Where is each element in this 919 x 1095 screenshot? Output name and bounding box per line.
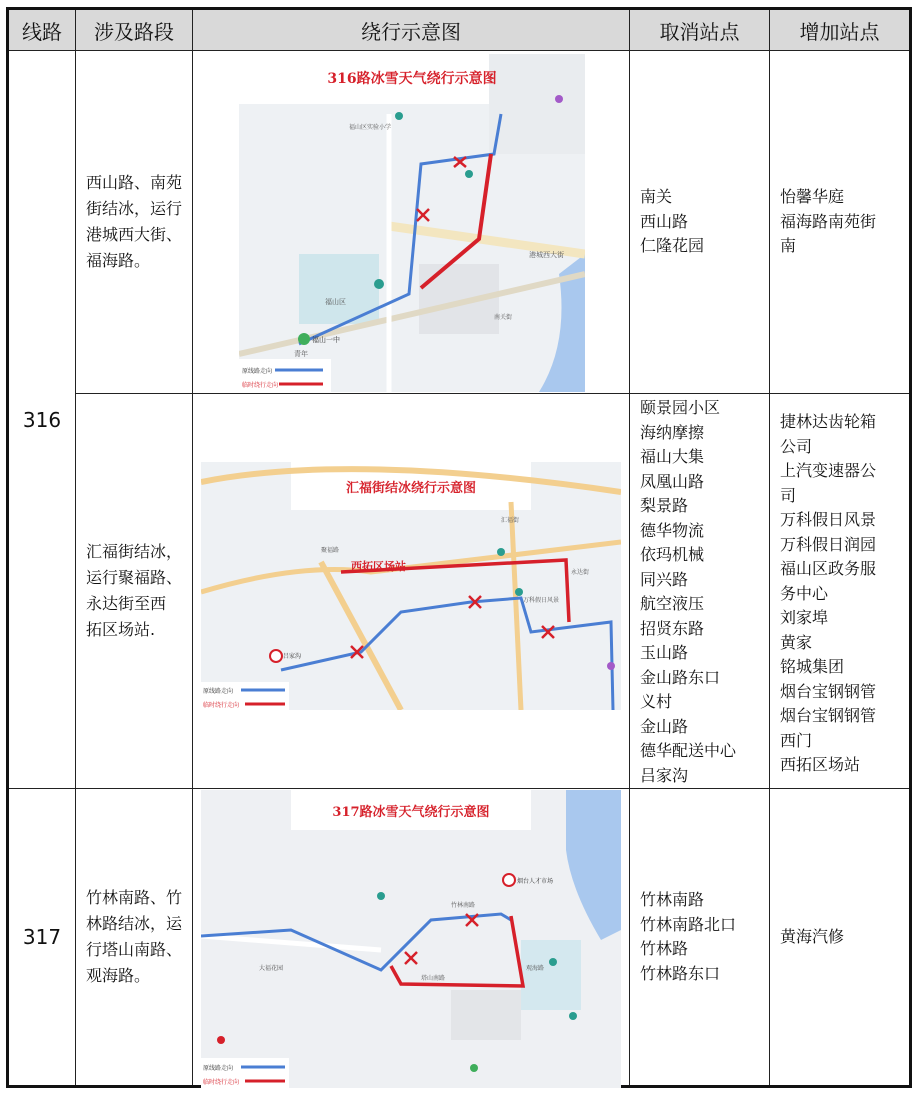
detour-table (6, 7, 912, 1088)
map-label: 大福花园 (259, 965, 284, 972)
cancel-stops-row2 (630, 394, 769, 788)
stop-item: 同兴路 (640, 569, 689, 589)
map-label: 福山区 (325, 298, 346, 306)
segment-line: 街结冰，运行 (86, 199, 183, 218)
map-label: 港城西大街 (529, 251, 564, 259)
stop-item: 竹林路 (640, 939, 689, 958)
stop-item: 竹林南路 (640, 890, 705, 909)
cancel-stops-row1 (630, 51, 769, 393)
map-label: 青年 (294, 350, 308, 358)
stop-item: 仁隆花园 (640, 236, 705, 256)
legend-temp: 临时绕行走向 (203, 702, 240, 709)
stop-item: 梨景路 (640, 496, 689, 515)
map-label: 吕家沟 (283, 653, 302, 660)
stop-item: 金山路东口 (640, 667, 721, 687)
map-label: 福山一中 (312, 336, 340, 344)
map-label: 汇福街 (501, 517, 520, 524)
detour-map-316 (239, 54, 585, 392)
stop-item: 黄家 (780, 632, 813, 652)
map-317-svg (201, 790, 621, 1088)
header-route: 线路 (22, 19, 62, 44)
add-stops-row2 (770, 394, 909, 788)
header-cancel-stops: 取消站点 (659, 19, 740, 44)
stop-item: 凤凰山路 (640, 471, 705, 491)
stop-item: 西山路 (640, 211, 689, 231)
map-label: 聚福路 (321, 547, 340, 554)
stop-item: 万科假日润园 (780, 534, 877, 554)
segment-line: 西山路、南苑 (86, 173, 183, 192)
segment-line: 竹林南路、竹 (86, 888, 183, 907)
stop-item: 德华物流 (640, 520, 705, 540)
stop-item: 金山路 (640, 716, 689, 736)
map-316-svg (239, 54, 585, 392)
stop-item: 司 (780, 485, 797, 505)
stop-item: 南 (780, 236, 797, 256)
stop-item: 西门 (780, 730, 813, 750)
stop-item: 务中心 (780, 583, 829, 603)
legend-temp: 临时绕行走向 (203, 1079, 240, 1086)
stop-item: 福山区政务服 (780, 559, 877, 578)
stop-item: 烟台宝钢钢管 (780, 706, 877, 725)
stop-item: 义村 (640, 692, 673, 711)
legend-original: 原线路走向 (203, 1065, 234, 1072)
legend-original: 原线路走向 (242, 368, 273, 375)
cancel-stops-row3 (630, 789, 769, 1085)
stop-item: 刘家埠 (780, 608, 829, 627)
map-label: 万科假日风景 (523, 597, 560, 604)
legend-temp: 临时绕行走向 (242, 382, 279, 389)
route-number-317: 317 (22, 925, 62, 949)
map-label: 烟台人才市场 (517, 878, 554, 885)
segment-line: 永达街至西 (86, 594, 167, 613)
header-segment: 涉及路段 (94, 19, 174, 44)
stop-item: 怡馨华庭 (780, 187, 845, 207)
map-hui-fu-title: 汇福街结冰绕行示意图 (345, 481, 477, 496)
segment-line: 林路结冰，运 (86, 914, 183, 933)
stop-item: 颐景园小区 (640, 398, 721, 417)
segment-line: 运行聚福路、 (86, 568, 183, 587)
map-316-title: 316路冰雪天气绕行示意图 (327, 71, 497, 87)
stop-item: 德华配送中心 (640, 741, 737, 760)
map-hui-fu-svg (201, 462, 621, 710)
map-label: 福山区实验小学 (349, 124, 392, 131)
segment-line: 观海路。 (86, 966, 151, 985)
segment-line: 福海路。 (86, 251, 151, 270)
segment-line: 汇福街结冰， (86, 542, 183, 561)
detour-map-hui-fu-street (201, 462, 621, 710)
segment-text-row2 (76, 394, 192, 788)
segment-text-row3 (76, 789, 192, 1085)
stop-item: 竹林路东口 (640, 963, 721, 983)
stop-item: 捷林达齿轮箱 (780, 412, 877, 431)
stop-item: 黄海汽修 (780, 926, 845, 946)
map-317-title: 317路冰雪天气绕行示意图 (332, 805, 490, 820)
stop-item: 公司 (780, 436, 813, 456)
stop-item: 招贤东路 (640, 618, 705, 638)
grid-line (192, 10, 193, 1085)
stop-item: 铭城集团 (780, 657, 845, 676)
legend-original: 原线路走向 (203, 688, 234, 695)
map-label: 塔山南路 (421, 975, 446, 982)
map-label: 竹林南路 (451, 902, 476, 909)
stop-item: 南关 (640, 187, 673, 207)
add-stops-row1 (770, 51, 909, 393)
header-add-stops: 增加站点 (799, 19, 880, 44)
map-label: 南关街 (494, 314, 513, 321)
stop-item: 烟台宝钢钢管 (780, 681, 877, 701)
stop-item: 西拓区场站 (780, 755, 861, 774)
detour-map-317 (201, 790, 621, 1088)
map-label: 永达街 (571, 569, 590, 576)
stop-item: 福海路南苑街 (780, 211, 877, 231)
stop-item: 海纳摩擦 (640, 422, 705, 442)
stop-item: 航空液压 (640, 594, 705, 613)
segment-line: 拓区场站. (86, 620, 156, 639)
segment-line: 行塔山南路、 (86, 940, 183, 959)
stop-item: 竹林南路北口 (640, 914, 737, 934)
station-label: 西拓区场站 (351, 560, 406, 573)
stop-item: 上汽变速器公 (780, 461, 877, 480)
route-number-316: 316 (22, 407, 62, 432)
add-stops-row3 (770, 789, 909, 1085)
stop-item: 福山大集 (640, 447, 705, 466)
segment-line: 港城西大街、 (86, 225, 183, 244)
stop-item: 依玛机械 (640, 545, 705, 564)
stop-item: 万科假日风景 (780, 510, 877, 529)
segment-text-row1 (76, 51, 192, 393)
header-map: 绕行示意图 (361, 19, 461, 44)
stop-item: 吕家沟 (640, 765, 689, 785)
stop-item: 玉山路 (640, 643, 689, 662)
map-label: 观海路 (526, 965, 545, 972)
